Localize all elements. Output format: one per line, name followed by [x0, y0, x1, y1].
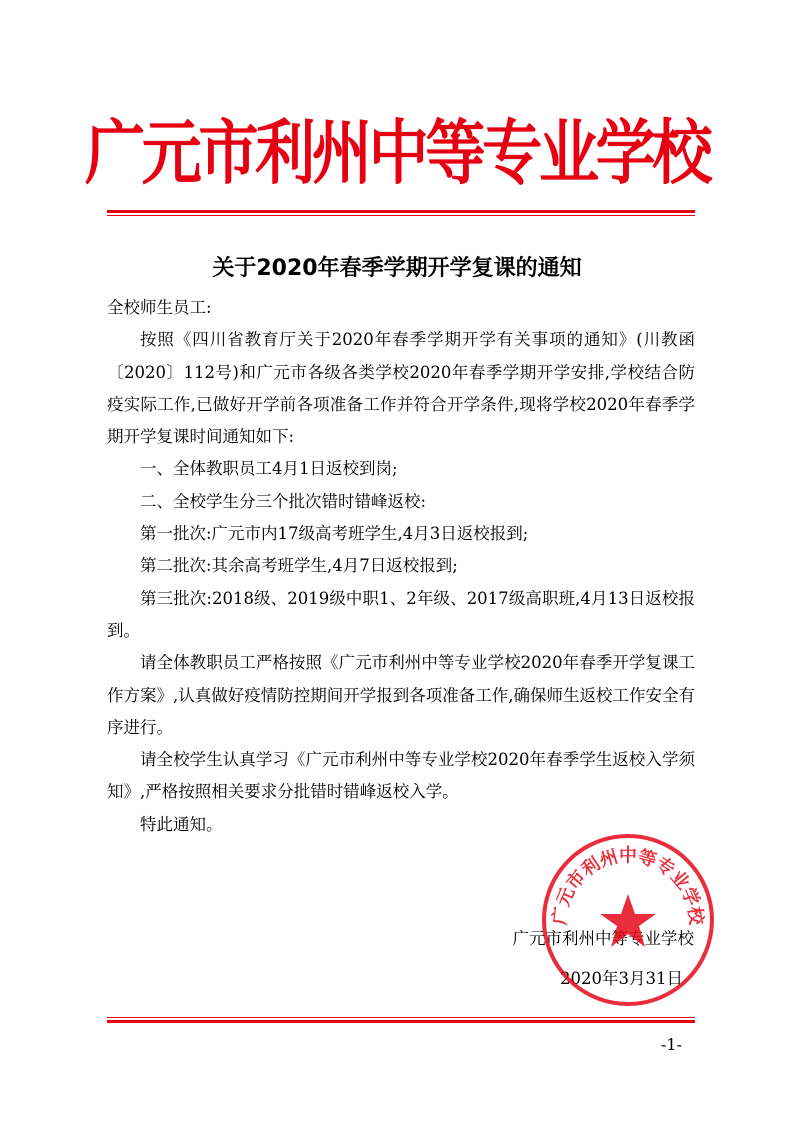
page-number: -1-	[661, 1035, 682, 1054]
salutation: 全校师生员工:	[107, 298, 212, 317]
paragraph-student-instructions: 请全校学生认真学习《广元市利州中等专业学校2020年春季学生返校入学须知》,严格按照相关要求分批错时错峰返校入学。	[107, 750, 695, 802]
footer-rule-thick	[107, 1020, 695, 1023]
letterhead-rule-thick	[107, 210, 695, 213]
notice-title: 关于2020年春季学期开学复课的通知	[212, 256, 582, 281]
paragraph-closing: 特此通知。	[140, 814, 223, 834]
paragraph-intro: 按照《四川省教育厅关于2020年春季学期开学有关事项的通知》(川教函〔2020〕112号)和广元市各级各类学校2020年春季学期开学安排,学校结合防疫实际工作,已做好开学前各项准备工作并符合开学条件,现将学校2020年春季学期开学复课时间通知如下:	[107, 330, 695, 447]
seal-text-path: 广元市利州中等专业学校	[549, 845, 707, 926]
notice-body	[107, 292, 695, 841]
letterhead-title: 广元市利州中等专业学校	[84, 112, 710, 194]
paragraph-batch-1: 第一批次:广元市内17级高考班学生,4月3日返校报到;	[140, 524, 529, 544]
signature-date: 2020年3月31日	[560, 969, 683, 988]
letterhead-rule-thin	[107, 215, 695, 216]
star-icon	[600, 894, 656, 947]
paragraph-student-return: 二、全校学生分三个批次错时错峰返校:	[140, 491, 427, 511]
official-seal	[540, 832, 716, 1008]
paragraph-staff-instructions: 请全体教职员工严格按照《广元市利州中等专业学校2020年春季开学复课工作方案》,认真做好疫情防控期间开学报到各项准备工作,确保师生返校工作安全有序进行。	[107, 653, 695, 737]
paragraph-batch-2: 第二批次:其余高考班学生,4月7日返校报到;	[140, 556, 458, 576]
footer-rule-thin	[107, 1017, 695, 1018]
paragraph-batch-3: 第三批次:2018级、2019级中职1、2年级、2017级高职班,4月13日返校报到。	[107, 588, 695, 640]
signature-org: 广元市利州中等专业学校	[512, 929, 694, 948]
paragraph-staff-return: 一、全体教职员工4月1日返校到岗;	[140, 459, 398, 479]
